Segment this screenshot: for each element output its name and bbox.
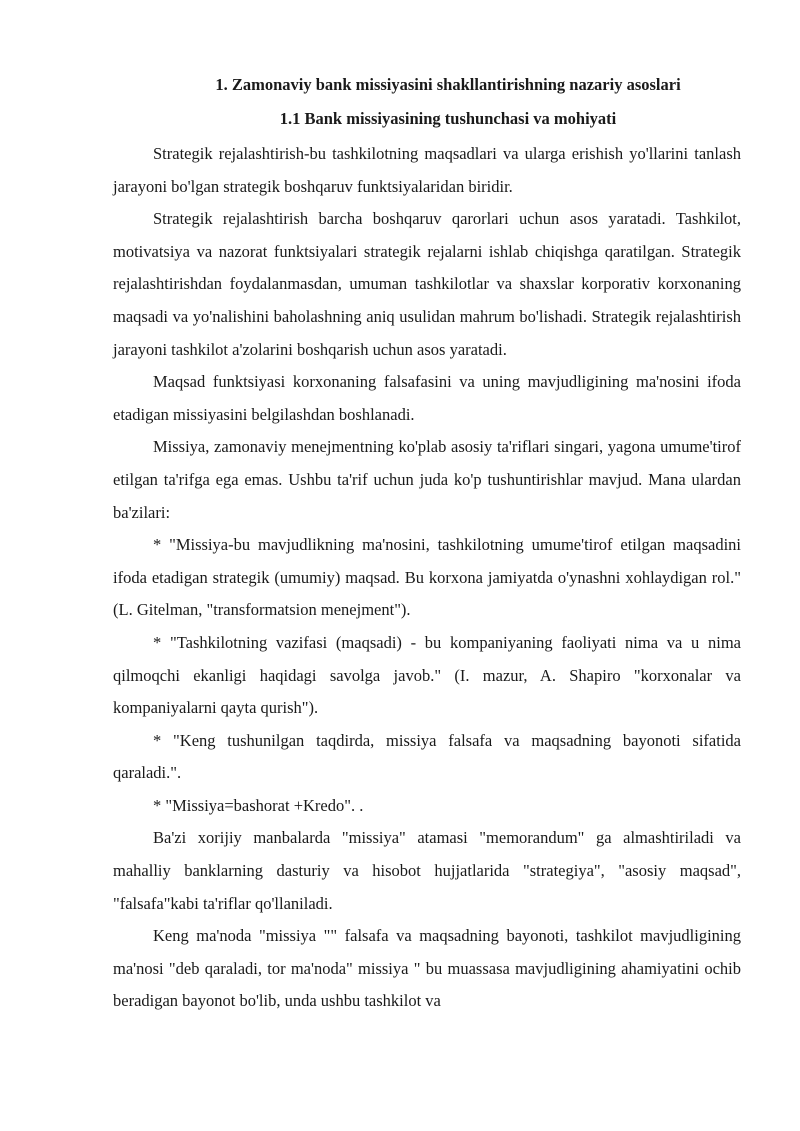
paragraph: Keng ma'noda "missiya "" falsafa va maqsadning bayonoti, tashkilot mavjudligining ma'nosi "deb qaraladi, tor ma'noda" missiya " bu muassasa mavjudligining ahamiyatini ochib beradigan bayonot bo'lib, unda ushbu tashkilot va <box>113 926 741 1011</box>
quote-item: * "Tashkilotning vazifasi (maqsadi) - bu kompaniyaning faoliyati nima va u nima qilmoqchi ekanligi haqidagi savolga javob." (I. mazur, A. Shapiro "korxonalar va kompaniyalarni qayta qurish"). <box>113 632 741 718</box>
subsection-heading: 1.1 Bank missiyasining tushunchasi va mohiyati <box>279 109 617 128</box>
paragraph: Strategik rejalashtirish-bu tashkilotning maqsadlari va ularga erishish yo'llarini tanlash jarayoni bo'lgan strategik boshqaruv funktsiyalaridan biridir. <box>113 144 741 196</box>
paragraph: Strategik rejalashtirish barcha boshqaruv qarorlari uchun asos yaratadi. Tashkilot, motivatsiya va nazorat funktsiyalari strategik rejalarni ishlab chiqishga qaratilgan. Strategik rejalashtirishdan foydalanmasdan, umuman tashkilotlar va shaxslar korporativ korxonaning maqsadi va yo'nalishini baholashning aniq usulidan mahrum bo'lishadi. Strategik rejalashtirish jarayoni tashkilot a'zolarini boshqarish uchun asos yaratadi. <box>113 209 741 359</box>
paragraph: Ba'zi xorijiy manbalarda "missiya" atamasi "memorandum" ga almashtiriladi va mahalliy banklarning dasturiy va hisobot hujjatlarida "strategiya", "asosiy maqsad", "falsafa"kabi ta'riflar qo'llaniladi. <box>113 828 741 913</box>
paragraph: Maqsad funktsiyasi korxonaning falsafasini va uning mavjudligining ma'nosini ifoda etadigan missiyasini belgilashdan boshlanadi. <box>113 372 741 424</box>
paragraph: Missiya, zamonaviy menejmentning ko'plab asosiy ta'riflari singari, yagona umume'tirof etilgan ta'rifga ega emas. Ushbu ta'rif uchun juda ko'p tushuntirishlar mavjud. Mana ulardan ba'zilari: <box>113 437 741 522</box>
quote-item: * "Keng tushunilgan taqdirda, missiya falsafa va maqsadning bayonoti sifatida qaraladi.". <box>113 730 741 783</box>
section-heading: 1. Zamonaviy bank missiyasini shakllantirishning nazariy asoslari <box>215 75 681 94</box>
quote-item: * "Missiya-bu mavjudlikning ma'nosini, tashkilotning umume'tirof etilgan maqsadini ifoda etadigan strategik (umumiy) maqsad. Bu korxona jamiyatda o'ynashni xohlaydigan rol." (L. Gitelman, "transformatsion menejment"). <box>113 535 741 620</box>
quote-item: * "Missiya=bashorat +Kredo". . <box>153 795 364 815</box>
document-body <box>113 73 741 1018</box>
